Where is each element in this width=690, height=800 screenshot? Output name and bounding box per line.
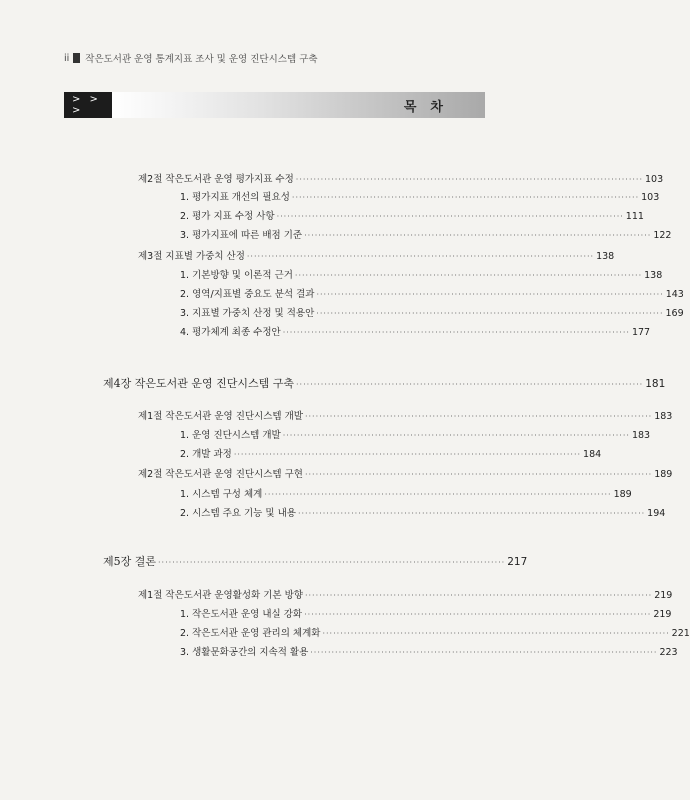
toc-entry-page: 189: [613, 489, 632, 500]
toc-chapter[interactable]: [103, 375, 666, 391]
toc-entry-text: 2. 개발 과정: [180, 449, 232, 460]
toc-entry-page: 181: [645, 378, 666, 390]
toc-item[interactable]: [180, 486, 632, 500]
dot-leader: ··································································································: [304, 591, 653, 600]
dot-leader: ··································································································: [304, 610, 652, 619]
toc-entry-text: 제1절 작은도서관 운영 진단시스템 개발: [138, 411, 303, 422]
toc-entry-page: 219: [653, 609, 672, 620]
toc-item[interactable]: [180, 286, 684, 300]
toc-entry-text: 1. 평가지표 개선의 필요성: [180, 192, 290, 203]
dot-leader: ··································································································: [297, 509, 646, 518]
toc-entry-text: 3. 평가지표에 따른 배점 기준: [180, 230, 303, 241]
toc-entry-text: 2. 영역/지표별 중요도 분석 결과: [180, 289, 315, 300]
banner-arrows: > > >: [64, 92, 112, 118]
toc-item[interactable]: [180, 644, 678, 658]
dot-leader: ··································································································: [246, 252, 595, 261]
dot-leader: ··································································································: [322, 629, 670, 638]
header-marker: [73, 53, 80, 63]
toc-entry-page: 223: [659, 647, 678, 658]
toc-item[interactable]: [180, 305, 684, 319]
dot-leader: ··································································································: [264, 490, 612, 499]
toc-section[interactable]: [138, 408, 673, 422]
toc-entry-text: 2. 작은도서관 운영 관리의 체계화: [180, 628, 321, 639]
dot-leader: ··································································································: [158, 558, 506, 567]
dot-leader: ··································································································: [304, 231, 652, 240]
toc-item[interactable]: [180, 606, 672, 620]
banner-bar: [112, 92, 485, 118]
toc-title: 목차: [403, 99, 457, 115]
toc-entry-page: 169: [665, 308, 684, 319]
toc-section[interactable]: [138, 248, 615, 262]
toc-entry-text: 2. 시스템 주요 기능 및 내용: [180, 508, 296, 519]
toc-entry-page: 184: [583, 449, 602, 460]
toc-item[interactable]: [180, 189, 660, 203]
dot-leader: ··································································································: [310, 648, 658, 657]
toc-entry-page: 103: [641, 192, 660, 203]
toc-entry-page: 177: [631, 327, 651, 338]
toc-entry-page: 221: [671, 628, 690, 639]
toc-entry-page: 138: [644, 270, 663, 281]
toc-entry-text: 제5장 결론: [103, 555, 156, 568]
toc-entry-text: 1. 운영 진단시스템 개발: [180, 430, 281, 441]
dot-leader: ··································································································: [316, 309, 664, 318]
toc-banner: [64, 92, 485, 118]
dot-leader: ··································································································: [295, 175, 643, 184]
toc-item[interactable]: [180, 446, 602, 460]
toc-entry-page: 183: [631, 430, 651, 441]
toc-item[interactable]: [180, 625, 690, 639]
dot-leader: ··································································································: [282, 328, 630, 337]
toc-entry-page: 122: [653, 230, 672, 241]
toc-entry-text: 제2절 작은도서관 운영 평가지표 수정: [138, 174, 294, 185]
toc-entry-text: 4. 평가체계 최종 수정안: [180, 327, 281, 338]
dot-leader: ··································································································: [316, 290, 664, 299]
toc-entry-page: 138: [596, 251, 615, 262]
toc-entry-page: 217: [507, 556, 528, 568]
toc-item[interactable]: [180, 267, 663, 281]
toc-entry-text: 3. 지표별 가중치 산정 및 적용안: [180, 308, 315, 319]
dot-leader: ··································································································: [276, 212, 624, 221]
page-number: ii: [64, 52, 70, 64]
dot-leader: ··································································································: [304, 412, 653, 421]
toc-entry-page: 143: [665, 289, 684, 300]
toc-item[interactable]: [180, 227, 672, 241]
toc-chapter[interactable]: [103, 553, 528, 569]
toc-entry-text: 1. 작은도서관 운영 내실 강화: [180, 609, 303, 620]
toc-entry-text: 3. 생활문화공간의 지속적 활용: [180, 647, 309, 658]
running-title: 작은도서관 운영 통계지표 조사 및 운영 진단시스템 구축: [85, 54, 318, 65]
toc-entry-page: 219: [654, 590, 673, 601]
toc-entry-text: 제3절 지표별 가중치 산정: [138, 251, 245, 262]
dot-leader: ··································································································: [233, 450, 582, 459]
dot-leader: ··································································································: [282, 431, 630, 440]
dot-leader: ··································································································: [291, 193, 640, 202]
toc-entry-text: 제1절 작은도서관 운영활성화 기본 방향: [138, 590, 303, 601]
toc-item[interactable]: [180, 324, 651, 338]
dot-leader: ··································································································: [294, 271, 643, 280]
toc-entry-text: 2. 평가 지표 수정 사항: [180, 211, 275, 222]
dot-leader: ··································································································: [304, 470, 653, 479]
toc-entry-page: 183: [654, 411, 673, 422]
toc-entry-text: 제4장 작은도서관 운영 진단시스템 구축: [103, 377, 294, 390]
toc-section[interactable]: [138, 587, 673, 601]
toc-entry-text: 1. 기본방향 및 이론적 근거: [180, 270, 293, 281]
toc-item[interactable]: [180, 505, 666, 519]
toc-entry-page: 189: [654, 469, 673, 480]
toc-entry-text: 1. 시스템 구성 체계: [180, 489, 263, 500]
dot-leader: ··································································································: [296, 380, 644, 389]
toc-item[interactable]: [180, 208, 644, 222]
toc-entry-page: 103: [645, 174, 664, 185]
toc-section[interactable]: [138, 466, 673, 480]
toc-item[interactable]: [180, 427, 651, 441]
toc-section[interactable]: [138, 171, 664, 185]
running-header: [64, 51, 318, 65]
toc-entry-page: 111: [625, 211, 644, 222]
toc-entry-text: 제2절 작은도서관 운영 진단시스템 구현: [138, 469, 303, 480]
toc-entry-page: 194: [647, 508, 666, 519]
